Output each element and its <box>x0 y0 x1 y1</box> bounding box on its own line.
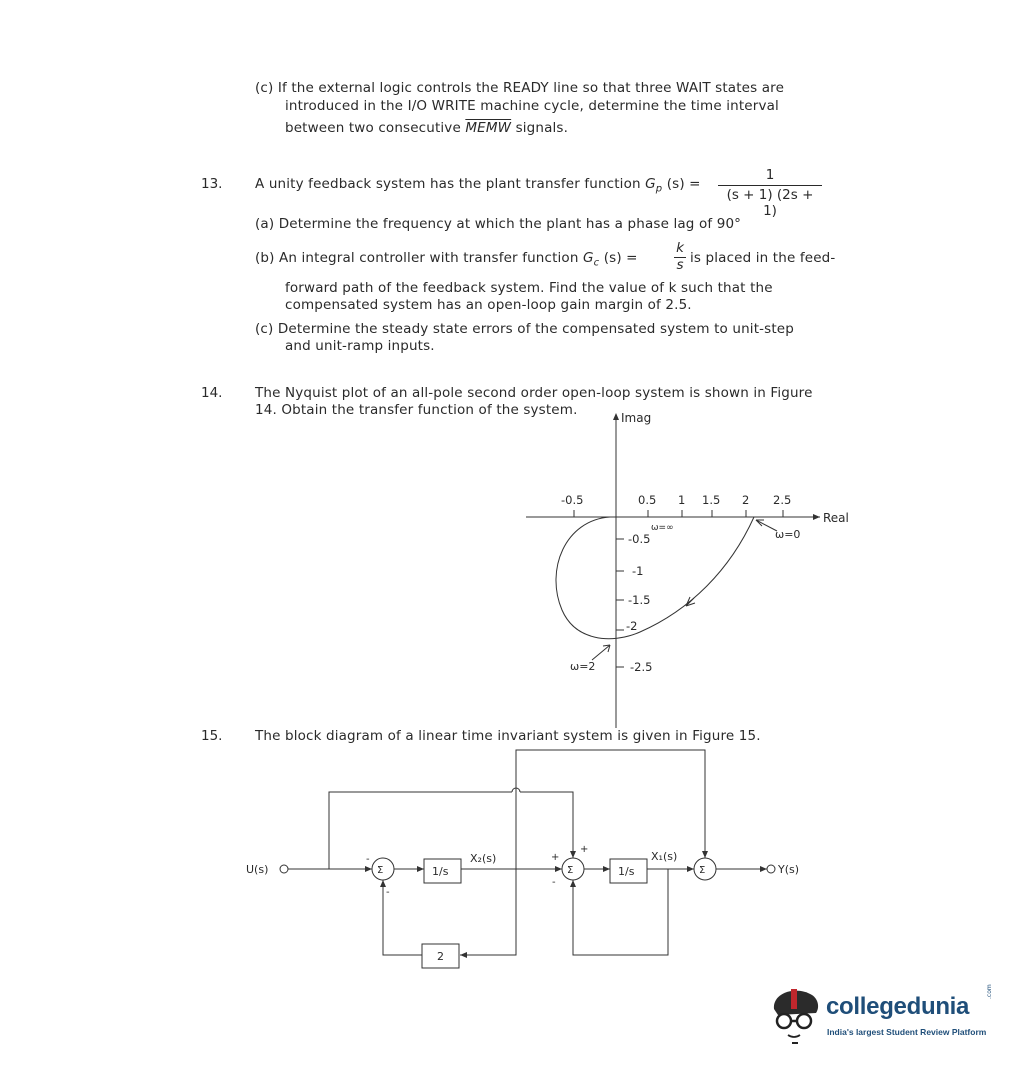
logo-wordmark: collegedunia <box>826 993 970 1020</box>
gc-symbol: G <box>583 250 594 266</box>
x2-label: X₂(s) <box>470 852 497 865</box>
gp-symbol: G <box>645 176 656 192</box>
logo-suffix: .com <box>986 984 993 999</box>
q12c-line3-end: signals. <box>511 120 569 136</box>
q12c-line2: introduced in the I/O WRITE machine cycle, determine the time interval <box>285 98 779 114</box>
gc-numerator: k <box>676 240 684 256</box>
output-port <box>767 865 775 873</box>
sign-label: + <box>580 844 589 855</box>
output-label: Y(s) <box>778 863 800 876</box>
gc-arg: (s) = <box>599 250 638 266</box>
integrator-label: 1/s <box>432 865 449 878</box>
q13a: (a) Determine the frequency at which the plant has a phase lag of 90° <box>255 216 742 232</box>
collegedunia-logo <box>766 983 996 1053</box>
q13b-line3: compensated system has an open-loop gain margin of 2.5. <box>285 297 692 313</box>
omega-infinity-label: ω=∞ <box>651 523 674 533</box>
y-tick-label: -0.5 <box>628 532 651 546</box>
memw-signal: MEMW <box>465 120 512 136</box>
q15-line1: The block diagram of a linear time invariant system is given in Figure 15. <box>255 728 761 744</box>
mascot-icon <box>766 983 826 1049</box>
gp-denominator: (s + 1) (2s + 1) <box>726 187 814 219</box>
y-tick-label: -1.5 <box>628 593 651 607</box>
sign-label: + <box>551 852 560 863</box>
y-tick-label: -2 <box>626 619 638 633</box>
sign-label: - <box>552 877 556 888</box>
x-tick-label: 0.5 <box>638 493 657 507</box>
x-tick-label: 2 <box>742 493 750 507</box>
omega-zero-label: ω=0 <box>775 528 801 541</box>
q12c-line1: (c) If the external logic controls the READY line so that three WAIT states are <box>255 80 785 96</box>
q13b-text: (b) An integral controller with transfer function <box>255 250 583 266</box>
q13c-line2: and unit-ramp inputs. <box>285 338 435 354</box>
sum-symbol: Σ <box>699 865 706 876</box>
q15-number: 15. <box>201 728 223 744</box>
sum-symbol: Σ <box>377 865 384 876</box>
q13b-line1-end: is placed in the feed- <box>690 250 836 266</box>
x1-label: X₁(s) <box>651 850 678 863</box>
q12c-line3-text: between two consecutive <box>285 120 466 136</box>
q13c-line1: (c) Determine the steady state errors of the compensated system to unit-step <box>255 321 794 337</box>
imag-label: Imag <box>621 411 652 425</box>
gain-label: 2 <box>437 950 444 963</box>
input-port <box>280 865 288 873</box>
integrator-label: 1/s <box>618 865 635 878</box>
gc-denominator: s <box>676 257 684 273</box>
q13-number: 13. <box>201 176 223 192</box>
x-tick-label: 1.5 <box>702 493 721 507</box>
sign-label: - <box>386 887 390 898</box>
x-tick-label: -0.5 <box>561 493 584 507</box>
gp-subscript: p <box>655 183 663 195</box>
q13-intro-text: A unity feedback system has the plant transfer function <box>255 176 646 192</box>
q14-line2: 14. Obtain the transfer function of the system. <box>255 402 578 418</box>
sign-label: - <box>366 854 370 865</box>
q13b-line2: forward path of the feedback system. Find the value of k such that the <box>285 280 773 296</box>
sum-symbol: Σ <box>567 865 574 876</box>
gp-arg: (s) = <box>662 176 701 192</box>
omega-two-label: ω=2 <box>570 660 596 673</box>
q14-number: 14. <box>201 385 223 401</box>
logo-tagline: India's largest Student Review Platform <box>827 1027 987 1037</box>
x-tick-label: 1 <box>678 493 686 507</box>
q14-line1: The Nyquist plot of an all-pole second order open-loop system is shown in Figure <box>255 385 813 401</box>
y-tick-label: -1 <box>632 564 644 578</box>
y-tick-label: -2.5 <box>630 660 653 674</box>
gp-numerator: 1 <box>765 167 775 183</box>
real-label: Real <box>823 511 849 525</box>
x-tick-label: 2.5 <box>773 493 792 507</box>
input-label: U(s) <box>246 863 269 876</box>
gc-subscript: c <box>593 257 600 269</box>
